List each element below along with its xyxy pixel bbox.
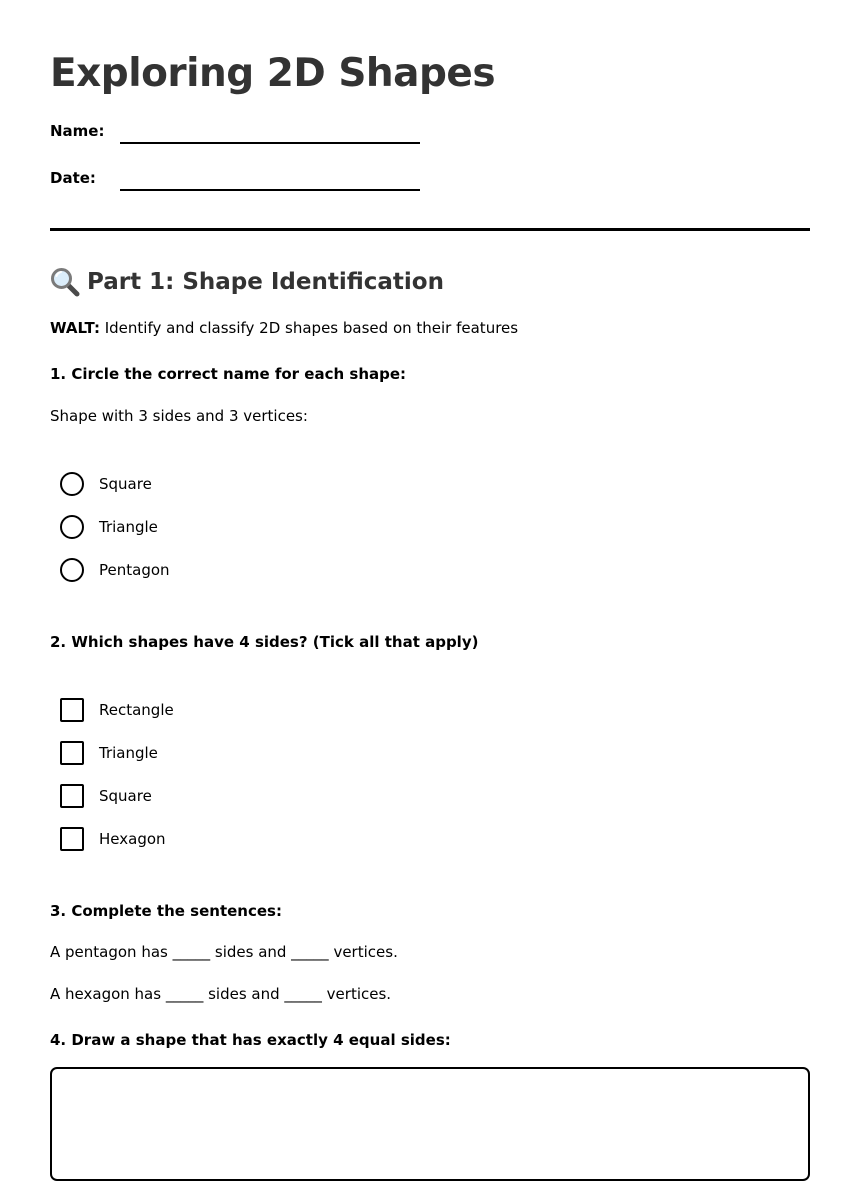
name-field[interactable] <box>120 142 420 144</box>
checkbox[interactable] <box>60 827 84 851</box>
q2-option-square[interactable] <box>60 783 152 809</box>
walt-line <box>50 317 518 339</box>
drawing-area[interactable] <box>50 1067 810 1181</box>
name-field-row <box>50 118 470 148</box>
q3-sentence-hexagon: A hexagon has _____ sides and _____ vertices. <box>50 985 392 1003</box>
option-label: Pentagon <box>99 561 170 579</box>
checkbox[interactable] <box>60 741 84 765</box>
q2-option-rectangle[interactable] <box>60 697 174 723</box>
radio-button[interactable] <box>60 558 84 582</box>
part1-heading-text: Part 1: Shape Identification <box>87 269 444 295</box>
q1-option-pentagon[interactable] <box>60 557 170 583</box>
checkbox[interactable] <box>60 784 84 808</box>
header-divider <box>50 228 810 231</box>
worksheet-title: Exploring 2D Shapes <box>50 51 496 96</box>
date-field[interactable] <box>120 189 420 191</box>
walt-text: Identify and classify 2D shapes based on their features <box>99 319 519 337</box>
option-label: Triangle <box>99 518 158 536</box>
name-label: Name: <box>50 122 105 140</box>
q1-prompt: 1. Circle the correct name for each shape: <box>50 365 407 383</box>
q1-option-triangle[interactable] <box>60 514 158 540</box>
option-label: Square <box>99 787 152 805</box>
q1-description: Shape with 3 sides and 3 vertices: <box>50 407 308 425</box>
date-field-row <box>50 165 470 195</box>
q2-option-triangle[interactable] <box>60 740 158 766</box>
walt-label: WALT: <box>50 319 100 337</box>
part1-heading <box>50 266 444 298</box>
magnifier-icon <box>50 267 80 297</box>
q3-sentence-pentagon: A pentagon has _____ sides and _____ vertices. <box>50 943 398 961</box>
q3-prompt: 3. Complete the sentences: <box>50 902 282 920</box>
option-label: Triangle <box>99 744 158 762</box>
q2-option-hexagon[interactable] <box>60 826 166 852</box>
radio-button[interactable] <box>60 515 84 539</box>
radio-button[interactable] <box>60 472 84 496</box>
option-label: Square <box>99 475 152 493</box>
checkbox[interactable] <box>60 698 84 722</box>
option-label: Rectangle <box>99 701 174 719</box>
q4-prompt: 4. Draw a shape that has exactly 4 equal sides: <box>50 1031 451 1049</box>
q2-prompt: 2. Which shapes have 4 sides? (Tick all that apply) <box>50 633 479 651</box>
q1-option-square[interactable] <box>60 471 152 497</box>
date-label: Date: <box>50 169 96 187</box>
option-label: Hexagon <box>99 830 166 848</box>
